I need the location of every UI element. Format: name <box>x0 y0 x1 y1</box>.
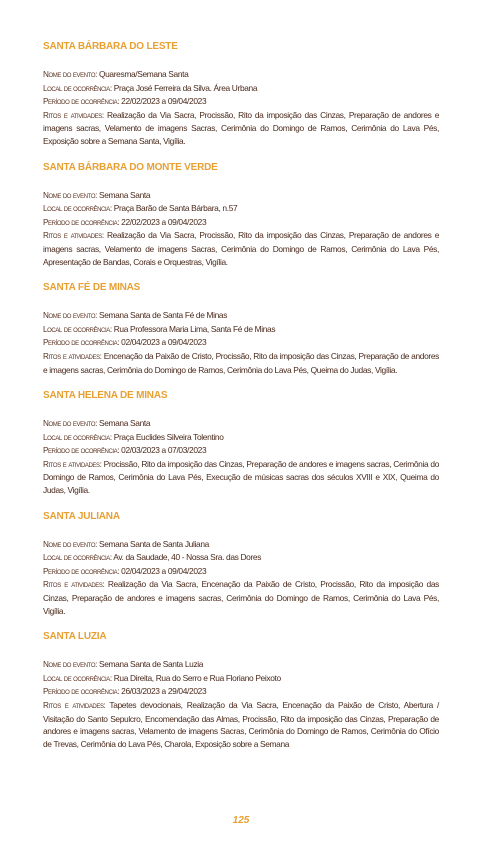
event-label: Nome do evento: <box>43 539 97 549</box>
rites-value: Realização da Via Sacra, Procissão, Rito da imposição das Cinzas, Preparação de andores e imagens sacras, Velamento de imagens Sacras, Cerimônia do Domingo de Ramos, Cerimônia do Lava Pés, Apresentação de Bandas, Corais e Orquestras, Vigília. <box>43 230 439 267</box>
period-label: Período de ocorrência: <box>43 446 120 456</box>
event-line <box>43 309 439 323</box>
rites-label: Ritos e atividades: <box>43 580 105 590</box>
place-value: Rua Direita, Rua do Serro e Rua Floriano Peixoto <box>113 672 281 683</box>
event-label: Nome do evento: <box>43 311 97 321</box>
period-value: 02/04/2023 a 09/04/2023 <box>121 565 207 576</box>
rites-line <box>43 109 439 148</box>
period-value: 22/02/2023 a 09/04/2023 <box>121 216 207 227</box>
period-value: 02/03/2023 a 07/03/2023 <box>121 445 207 456</box>
event-label: Nome do evento: <box>43 419 97 429</box>
rites-label: Ritos e atividades: <box>43 231 104 241</box>
page-number: 125 <box>232 815 250 826</box>
place-value: Praça Euclides Silveira Tolentino <box>113 431 224 442</box>
event-line <box>43 68 439 82</box>
period-value: 22/02/2023 a 09/04/2023 <box>121 96 207 107</box>
entry-santa-helena-de-minas <box>43 389 439 497</box>
place-value: Av. da Saudade, 40 - Nossa Sra. das Dores <box>113 552 262 563</box>
rites-line <box>43 229 439 268</box>
period-label: Período de ocorrência: <box>43 217 120 227</box>
event-line <box>43 417 439 431</box>
place-label: Local de ocorrência: <box>43 324 112 334</box>
event-label: Nome do evento: <box>43 190 97 200</box>
place-value: Praça José Ferreira da Silva. Área Urbana <box>113 82 258 93</box>
place-line <box>43 672 439 686</box>
period-line <box>43 336 439 350</box>
event-value: Semana Santa de Santa Fé de Minas <box>98 310 228 321</box>
rites-value: Procissão, Rito da imposição das Cinzas, Preparação de andores e imagens sacras, Cerimônia do Domingo de Ramos, Cerimônia do Lava Pés, Execução de músicas sacras dos séculos XVIII e XIX, Queima do Judas, Vigília. <box>43 458 440 496</box>
period-line <box>43 685 439 699</box>
period-label: Período de ocorrência: <box>43 338 120 348</box>
place-label: Local de ocorrência: <box>43 204 112 214</box>
place-label: Local de ocorrência: <box>43 83 112 93</box>
period-value: 26/03/2023 a 29/04/2023 <box>121 686 207 697</box>
rites-value: Encenação da Paixão de Cristo, Procissão, Rito da imposição das Cinzas, Preparação de andores e imagens sacras, Cerimônia do Domingo de Ramos, Cerimônia do Lava Pés, Queima do Judas, Vigília. <box>43 350 439 375</box>
place-label: Local de ocorrência: <box>43 553 112 563</box>
event-line <box>43 538 439 552</box>
entry-santa-barbara-do-leste <box>43 40 439 148</box>
rites-value: Tapetes devocionais, Realização da Via Sacra, Encenação da Paixão de Cristo, Abertura / Visitação do Santo Sepulcro, Encomendação das Almas, Procissão, Rito da imposição das Cinzas, Preparação de andores e imagens sacras, Velamento de imagens Sacras, Cerimônia do Domingo de Ramos, Cerimônia do Ofício de Trevas, Cerimônia do Lava Pés, Charola, Exposição sobre a Semana <box>43 700 439 749</box>
event-value: Semana Santa <box>98 418 151 429</box>
city-heading: SANTA BÁRBARA DO MONTE VERDE <box>43 161 218 173</box>
rites-label: Ritos e atividades: <box>43 110 104 120</box>
place-line <box>43 82 439 96</box>
period-line <box>43 95 439 109</box>
place-value: Rua Professora Maria Lima, Santa Fé de Minas <box>113 323 276 334</box>
period-line <box>43 444 439 458</box>
event-label: Nome do evento: <box>43 660 97 670</box>
event-line <box>43 658 439 672</box>
place-line <box>43 202 439 216</box>
event-value: Quaresma/Semana Santa <box>98 69 189 79</box>
entry-santa-fe-de-minas <box>43 281 439 376</box>
place-label: Local de ocorrência: <box>43 432 112 442</box>
rites-line <box>43 350 439 376</box>
document-body <box>43 40 439 763</box>
rites-label: Ritos e atividades: <box>43 701 106 710</box>
period-label: Período de ocorrência: <box>43 687 120 697</box>
rites-line <box>43 578 439 617</box>
period-line <box>43 216 439 230</box>
period-label: Período de ocorrência: <box>43 97 120 107</box>
rites-line <box>43 458 439 497</box>
place-line <box>43 431 439 445</box>
entry-santa-luzia <box>43 630 439 750</box>
rites-label: Ritos e atividades: <box>43 351 102 361</box>
city-heading: SANTA JULIANA <box>43 510 120 522</box>
rites-value: Realização da Via Sacra, Procissão, Rito da imposição das Cinzas, Preparação de andores e imagens sacras, Velamento de imagens Sacras, Cerimônia do Domingo de Ramos, Cerimônia do Lava Pés, Exposição sobre a Semana Santa, Vigília. <box>43 109 439 146</box>
period-line <box>43 565 439 579</box>
event-value: Semana Santa de Santa Juliana <box>98 538 209 549</box>
event-value: Semana Santa <box>98 189 151 200</box>
city-heading: SANTA LUZIA <box>43 631 107 643</box>
city-heading: SANTA HELENA DE MINAS <box>43 390 168 402</box>
place-line <box>43 323 439 337</box>
period-value: 02/04/2023 a 09/04/2023 <box>121 337 207 348</box>
place-line <box>43 551 439 565</box>
entry-santa-juliana <box>43 510 439 618</box>
entry-santa-barbara-do-monte-verde <box>43 161 439 269</box>
city-heading: SANTA FÉ DE MINAS <box>43 282 141 294</box>
city-heading: SANTA BÁRBARA DO LESTE <box>43 41 178 52</box>
rites-value: Realização da Via Sacra, Encenação da Paixão de Cristo, Procissão, Rito da imposição das Cinzas, Preparação de andores e imagens sacras, Cerimônia do Domingo de Ramos, Cerimônia do Lava Pés, Vigília. <box>43 579 439 616</box>
place-value: Praça Barão de Santa Bárbara, n.57 <box>113 203 238 214</box>
rites-label: Ritos e atividades: <box>43 459 102 469</box>
place-label: Local de ocorrência: <box>43 673 112 683</box>
event-line <box>43 189 439 203</box>
period-label: Período de ocorrência: <box>43 566 120 576</box>
event-value: Semana Santa de Santa Luzia <box>98 659 204 670</box>
rites-line <box>43 699 439 750</box>
event-label: Nome do evento: <box>43 70 97 79</box>
